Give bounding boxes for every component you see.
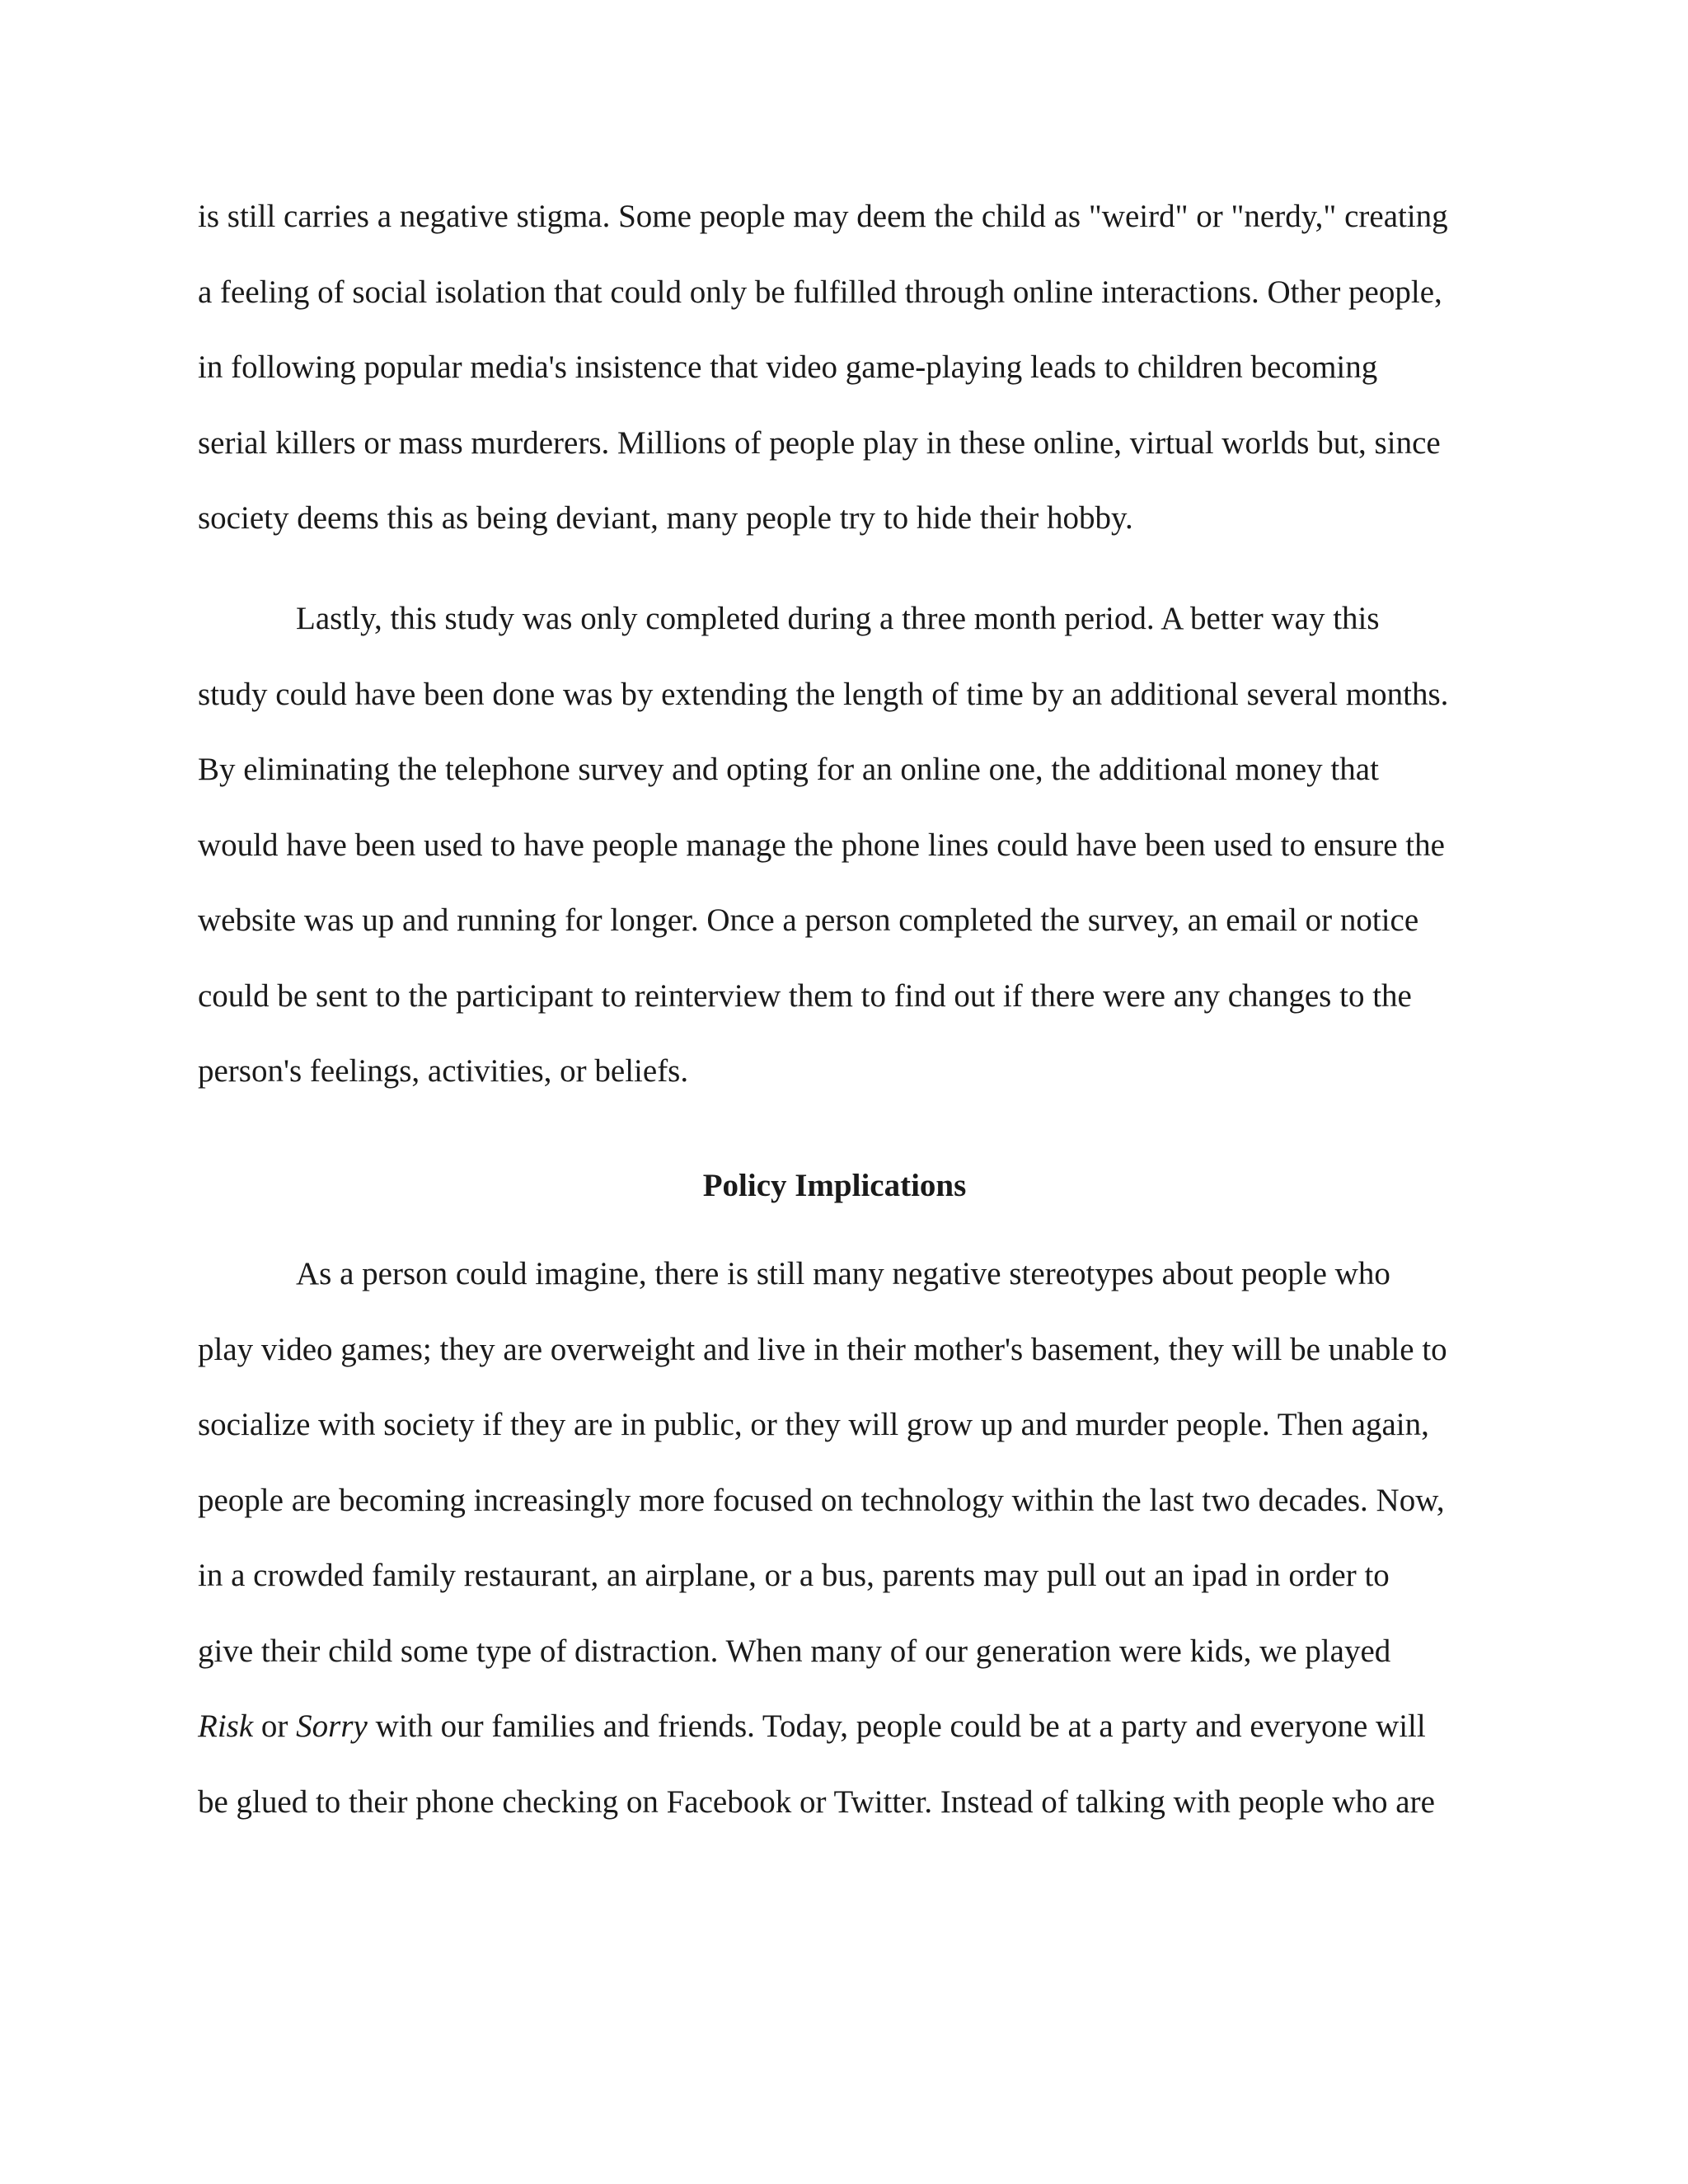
text-line: is still carries a negative stigma. Some people may deem the child as "weird" or "nerdy," creating: [198, 199, 1448, 234]
section-heading: Policy Implications: [702, 1168, 967, 1203]
text-line: in following popular media's insistence that video game-playing leads to children becoming: [198, 349, 1378, 385]
text-line: people are becoming increasingly more focused on technology within the last two decades. Now,: [198, 1482, 1445, 1518]
text-line: a feeling of social isolation that could only be fulfilled through online interactions. Other people,: [198, 274, 1442, 310]
text-line: As a person could imagine, there is still many negative stereotypes about people who: [296, 1256, 1390, 1291]
text-line: socialize with society if they are in public, or they will grow up and murder people. Then again,: [198, 1407, 1429, 1442]
text-line: study could have been done was by extending the length of time by an additional several months.: [198, 676, 1449, 712]
text-line: By eliminating the telephone survey and opting for an online one, the additional money that: [198, 752, 1379, 787]
text-line: Lastly, this study was only completed during a three month period. A better way this: [296, 601, 1380, 636]
text-line: person's feelings, activities, or beliefs.: [198, 1053, 689, 1089]
text-line: play video games; they are overweight and live in their mother's basement, they will be unable to: [198, 1331, 1447, 1367]
game-title-sorry: Sorry: [296, 1708, 368, 1744]
text-line-games: [198, 1689, 1471, 1765]
text-line: give their child some type of distraction. When many of our generation were kids, we played: [198, 1633, 1391, 1669]
text-line: society deems this as being deviant, many people try to hide their hobby.: [198, 500, 1133, 536]
paragraph-study-length: [198, 581, 1471, 1109]
text-line: would have been used to have people manage the phone lines could have been used to ensure the: [198, 827, 1445, 863]
paragraph-policy: [198, 1236, 1471, 1840]
game-title-risk: Risk: [198, 1708, 254, 1744]
text-line: website was up and running for longer. Once a person completed the survey, an email or notice: [198, 902, 1419, 938]
paragraph-stigma: [198, 179, 1471, 556]
text-fragment: or: [253, 1708, 297, 1744]
text-fragment: with our families and friends. Today, people could be at a party and everyone will: [367, 1708, 1426, 1744]
text-line: be glued to their phone checking on Facebook or Twitter. Instead of talking with people who are: [198, 1783, 1435, 1820]
text-line: serial killers or mass murderers. Millions of people play in these online, virtual worlds but, since: [198, 424, 1441, 461]
text-line: could be sent to the participant to reinterview them to find out if there were any changes to the: [198, 977, 1412, 1014]
section-heading-container: [198, 1136, 1471, 1236]
text-line: in a crowded family restaurant, an airplane, or a bus, parents may pull out an ipad in order to: [198, 1558, 1390, 1593]
